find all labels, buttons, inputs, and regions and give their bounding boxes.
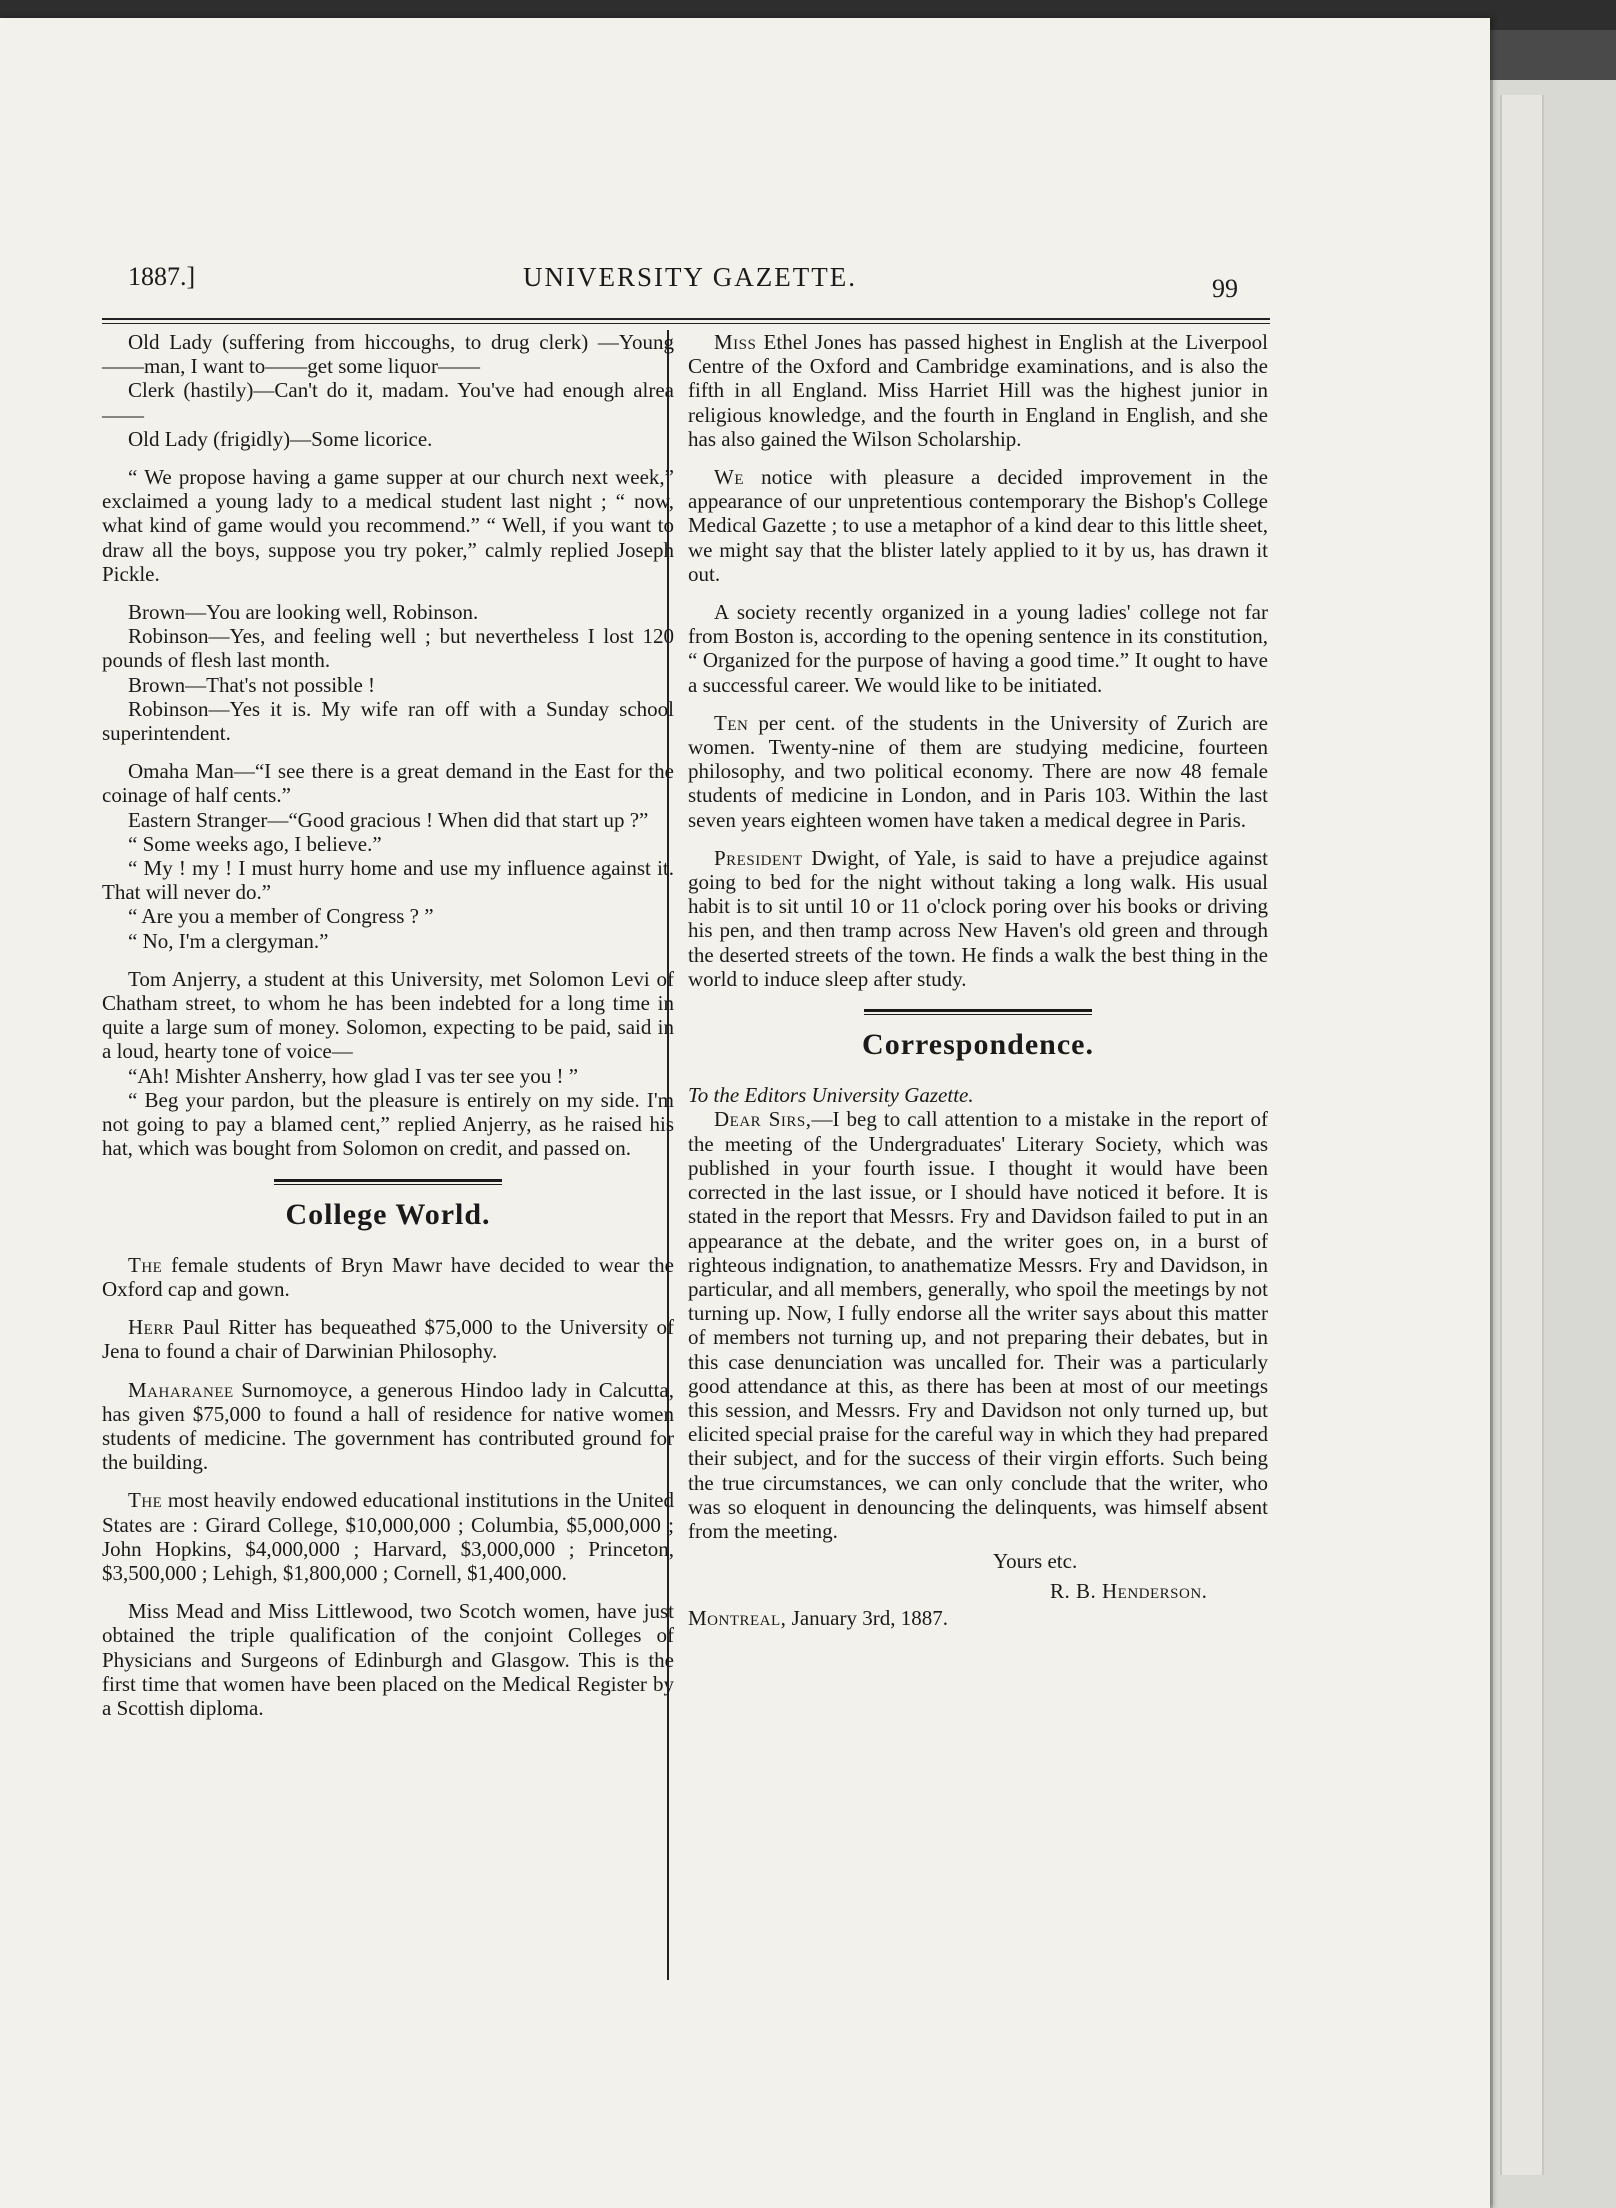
letter-body: Dear Sirs,—I beg to call attention to a mistake in the report of the meeting of the Undergraduates' Literary Society, which was published in your fourth issue. I thought it would have been corrected in the last issue, or I should have noticed it before. It is stated in the report that Messrs. Fry and Davidson failed to put in an appearance at the debate, and the writer goes on, in a burst of righteous indignation, to anathematize Messrs. Fry and Davidson, in particular, and all members, generally, who spoil the meetings by not turning up. Now, I fully endorse all the writer says about this matter of members not turning up, and not preparing their debates, but in this case denunciation was uncalled for. Their was a particularly good attendance at this, as there has been at most of our meetings this session, and Messrs. Fry and Davidson not only turned up, but elicited special praise for the careful way in which they had prepared their subject, and for the success of their virgin efforts. Such being the true circumstances, we can only conclude that the writer, who was so eloquent in denouncing the delinquents, was himself absent from the meeting.: [688, 1107, 1268, 1543]
news-item: President Dwight, of Yale, is said to have a prejudice against going to bed for the night without taking a long walk. His usual habit is to sit until 10 or 11 o'clock poring over his books or driving his pen, and then tramp across New Haven's old green and through the deserted streets of the town. He finds a walk the best thing in the world to induce sleep after study.: [688, 845, 1268, 991]
joke-paragraph: Clerk (hastily)—Can't do it, madam. You've had enough alrea——: [102, 378, 674, 427]
joke-paragraph: “ Some weeks ago, I believe.”: [128, 831, 382, 856]
news-item: We notice with pleasure a decided improvement in the appearance of our unpretentious contemporary the Bishop's College Medical Gazette ; to use a metaphor of a kind dear to this little sheet, we might say that the blister lately applied to it by us, has drawn it out.: [688, 465, 1268, 586]
publication-title: UNIVERSITY GAZETTE.: [523, 262, 857, 292]
joke-paragraph: Omaha Man—“I see there is a great demand in the East for the coinage of half cents.”: [102, 759, 674, 808]
news-item: A society recently organized in a young ladies' college not far from Boston is, according to the opening sentence in its constitution, “ Organized for the purpose of having a good time.” It ought to have a successful career. We would like to be initiated.: [688, 600, 1268, 697]
joke-paragraph: Brown—You are looking well, Robinson.: [128, 600, 479, 625]
news-item: Maharanee Surnomoyce, a generous Hindoo lady in Calcutta, has given $75,000 to found a hall of residence for native women students of medicine. The government has contributed ground for the building.: [102, 1377, 674, 1475]
news-item: The most heavily endowed educational institutions in the United States are : Girard College, $10,000,000 ; Columbia, $5,000,000 ; John Hopkins, $4,000,000 ; Harvard, $3,000,000 ; Princeton, $3,500,000 ; Lehigh, $1,800,000 ; Cornell, $1,400,000.: [102, 1488, 674, 1585]
binding-strip: [1500, 95, 1544, 2175]
left-column: [102, 330, 674, 1720]
joke-paragraph: Robinson—Yes it is. My wife ran off with a Sunday school superintendent.: [102, 696, 674, 746]
joke-paragraph: “ No, I'm a clergyman.”: [128, 928, 329, 953]
joke-paragraph: Robinson—Yes, and feeling well ; but nevertheless I lost 120 pounds of flesh last month.: [102, 624, 674, 673]
news-item: The female students of Bryn Mawr have decided to wear the Oxford cap and gown.: [102, 1252, 674, 1301]
letter-dateline: Montreal, January 3rd, 1887.: [688, 1605, 948, 1630]
joke-paragraph: Brown—That's not possible !: [128, 672, 376, 697]
college-world-heading: College World.: [285, 1197, 491, 1231]
joke-paragraph: “ Beg your pardon, but the pleasure is entirely on my side. I'm not going to pay a blamed cent,” replied Anjerry, as he raised his hat, which was bought from Solomon on credit, and passed on.: [102, 1087, 674, 1161]
joke-paragraph: “ We propose having a game supper at our church next week,” exclaimed a young lady to a medical student last night ; “ now, what kind of game would you recommend.” “ Well, if you want to draw all the boys, suppose you try poker,” calmly replied Joseph Pickle.: [102, 465, 674, 586]
running-head: [128, 262, 1238, 308]
joke-paragraph: “ My ! my ! I must hurry home and use my influence against it. That will never do.”: [102, 856, 674, 905]
header-rule: [102, 318, 1270, 324]
news-item: Herr Paul Ritter has bequeathed $75,000 to the University of Jena to found a chair of Darwinian Philosophy.: [102, 1315, 674, 1364]
joke-paragraph: “Ah! Mishter Ansherry, how glad I vas ter see you ! ”: [128, 1063, 579, 1088]
news-item: Ten per cent. of the students in the University of Zurich are women. Twenty-nine of them are studying medicine, fourteen philosophy, and two political economy. There are now 48 female students of medicine in London, and in Paris 103. Within the last seven years eighteen women have taken a medical degree in Paris.: [688, 710, 1268, 832]
joke-paragraph: “ Are you a member of Congress ? ”: [128, 904, 434, 929]
joke-paragraph: Old Lady (frigidly)—Some licorice.: [128, 426, 433, 451]
joke-paragraph: Tom Anjerry, a student at this University, met Solomon Levi of Chatham street, to whom he has been indebted for a long time in quite a large sum of money. Solomon, expecting to be paid, said in a loud, hearty tone of voice—: [102, 966, 674, 1064]
letter-closing: Yours etc.: [993, 1549, 1078, 1574]
letter-signature: R. B. Henderson.: [1050, 1579, 1208, 1604]
page-number: 99: [1212, 274, 1238, 303]
news-item: Miss Mead and Miss Littlewood, two Scotch women, have just obtained the triple qualification of the conjoint Colleges of Physicians and Surgeons of Edinburgh and Glasgow. This is the first time that women have been placed on the Medical Register by a Scottish diploma.: [102, 1599, 674, 1720]
section-rule: [274, 1179, 502, 1185]
section-rule: [864, 1009, 1092, 1015]
issue-year: 1887.]: [128, 262, 196, 291]
news-item: Miss Ethel Jones has passed highest in English at the Liverpool Centre of the Oxford and Cambridge examinations, and is also the fifth in all England. Miss Harriet Hill was the highest junior in religious knowledge, and the fourth in England in English, and she has also gained the Wilson Scholarship.: [688, 330, 1268, 451]
letter-salutation: To the Editors University Gazette.: [688, 1083, 974, 1108]
correspondence-heading: Correspondence.: [862, 1028, 1094, 1062]
joke-paragraph: Eastern Stranger—“Good gracious ! When did that start up ?”: [128, 807, 649, 832]
joke-paragraph: Old Lady (suffering from hiccoughs, to drug clerk) —Young——man, I want to——get some liquor——: [102, 330, 674, 379]
right-column: [688, 330, 1268, 1630]
